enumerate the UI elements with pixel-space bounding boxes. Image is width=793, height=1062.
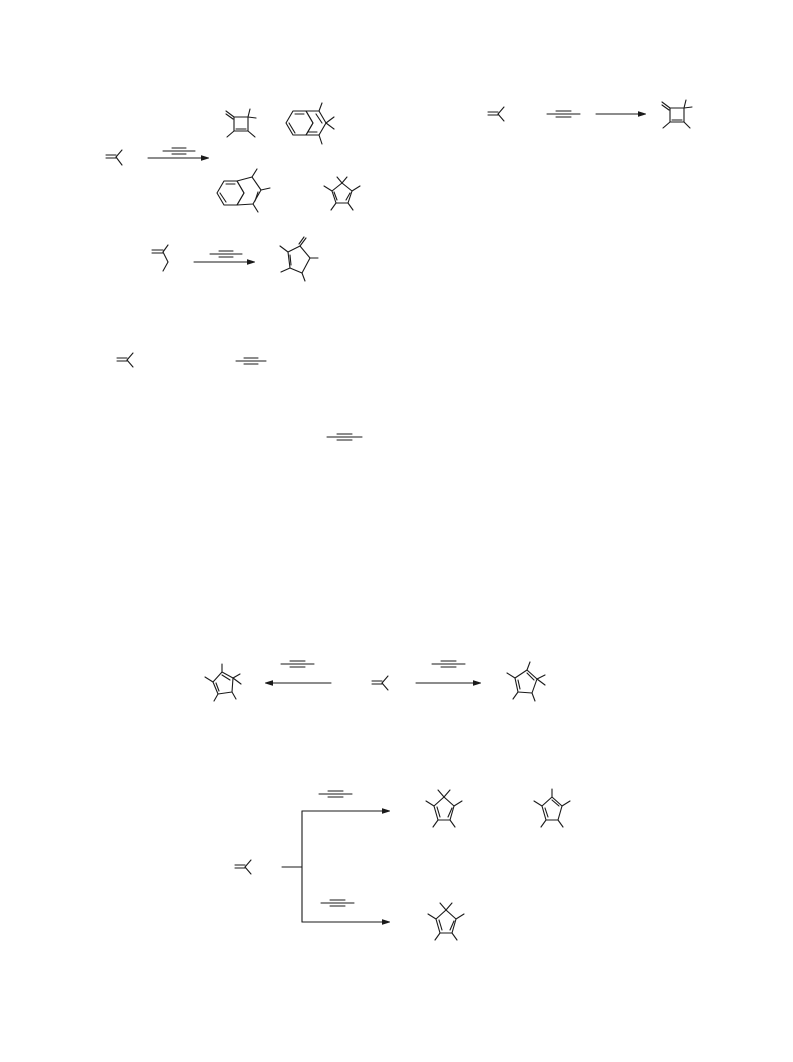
alkyne-icon [319,791,352,797]
cyclobutene-icon [226,109,256,137]
cyclopentadiene-icon [534,789,570,827]
naphthalene-icon [286,103,334,144]
scheme-1 [106,103,360,212]
substituted-alkene-icon [152,245,168,271]
alkene-icon [235,860,251,874]
cyclopentadiene-icon [324,177,360,210]
scheme-7 [235,789,570,940]
alkene-icon [106,150,122,165]
branch-connector [282,811,302,922]
scheme-4 [117,353,266,367]
cyclopentadiene-icon [205,664,241,701]
alkyne-icon [327,434,362,440]
cyclopentene-icon [280,237,318,281]
scheme-3 [152,237,318,281]
scheme-6 [205,661,545,701]
alkyne-icon [163,148,195,154]
cyclopentadiene-icon [507,662,545,701]
alkyne-icon [281,661,314,667]
alkene-icon [372,676,388,690]
alkene-icon [117,353,133,367]
scheme-5 [327,434,362,440]
alkyne-icon [236,358,266,364]
cyclopentadiene-icon [428,903,464,940]
cyclopentadiene-icon [426,790,462,827]
indene-icon [217,169,270,212]
cyclobutene-icon [662,100,692,128]
alkyne-icon [210,251,242,257]
alkyne-icon [321,900,354,906]
alkyne-icon [432,661,465,667]
scheme-2 [488,100,692,128]
alkyne-icon [547,111,580,117]
alkene-icon [488,107,504,121]
